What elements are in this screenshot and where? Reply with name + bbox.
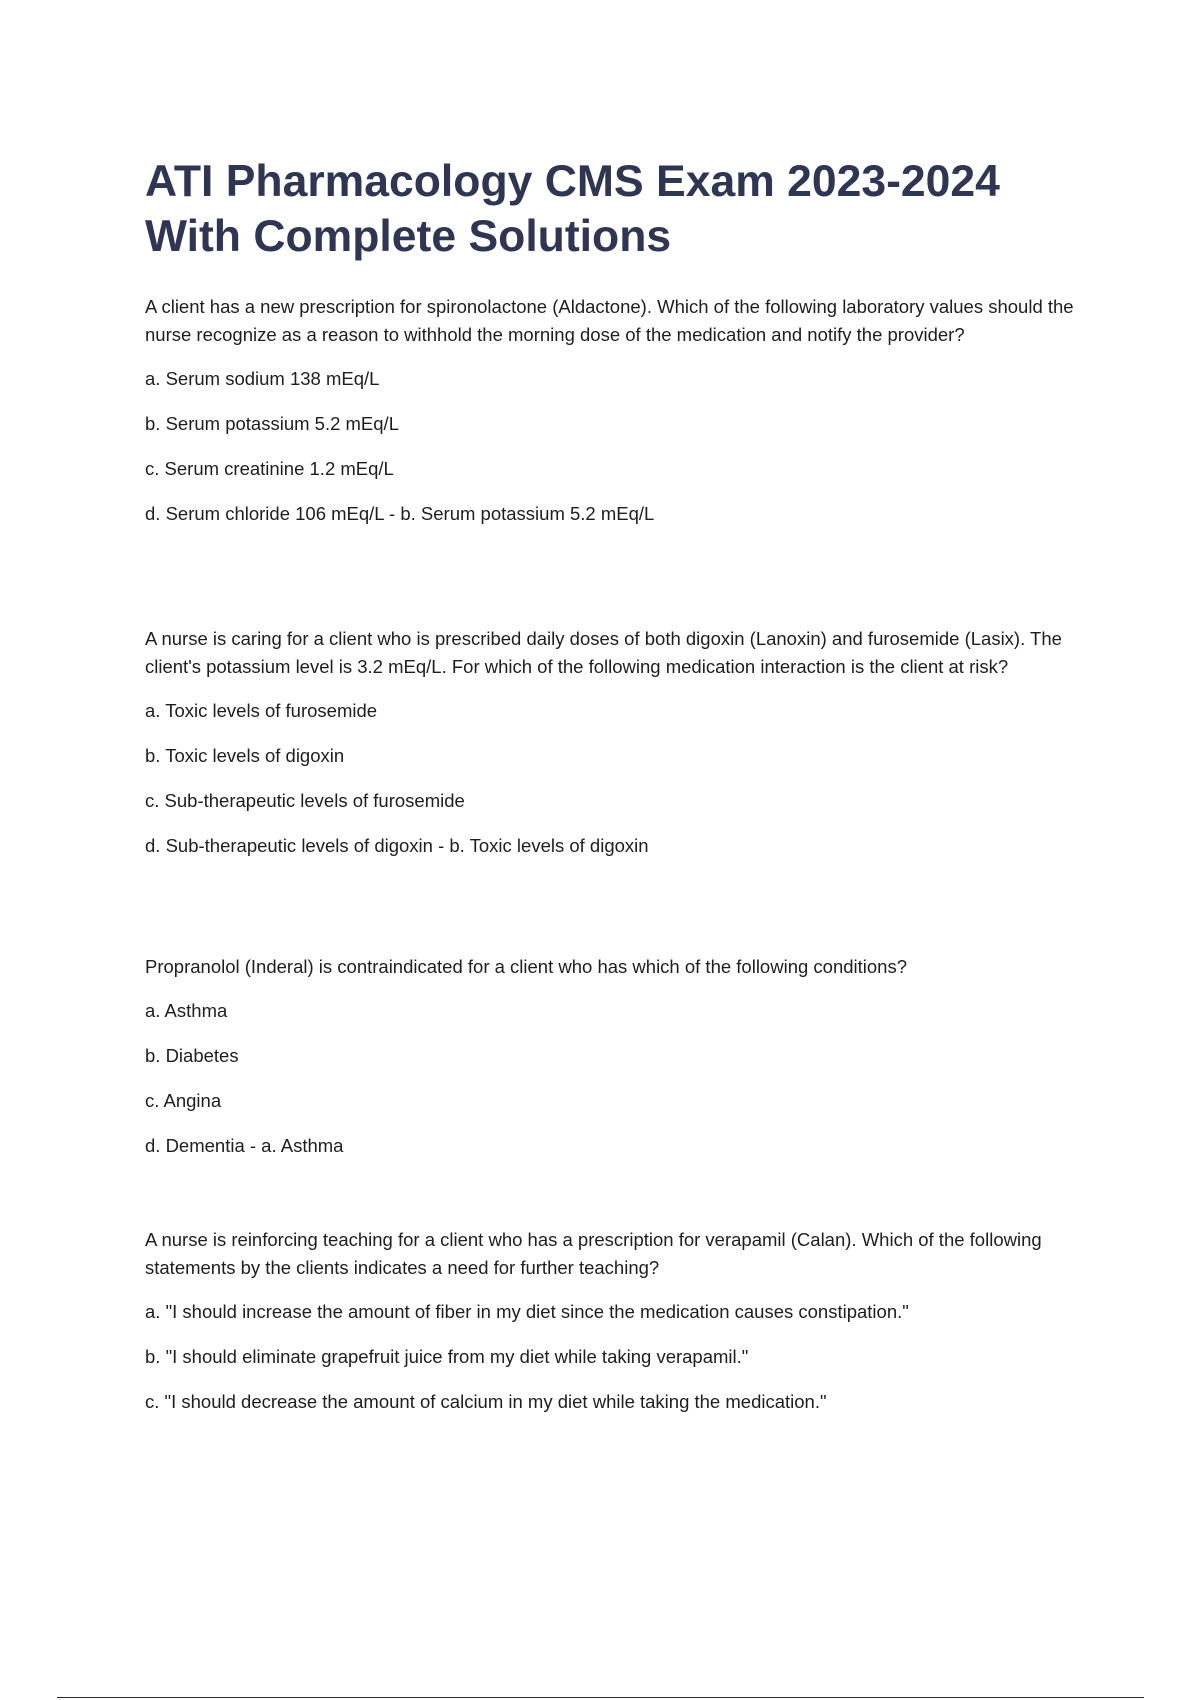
answer-option-a: a. Asthma: [145, 1000, 228, 1021]
question-1: [145, 293, 1095, 526]
question-stem: A nurse is caring for a client who is prescribed daily doses of both digoxin (Lanoxin) and furosemide (Lasix). The client's potassium level is 3.2 mEq/L. For which of the following medication interaction is the client at risk?: [145, 628, 1062, 677]
answer-option-a: a. "I should increase the amount of fiber in my diet since the medication causes constipation.": [145, 1301, 909, 1322]
document-title: [145, 154, 1125, 264]
answer-option-c: c. Sub-therapeutic levels of furosemide: [145, 790, 465, 811]
answer-option-a: a. Toxic levels of furosemide: [145, 700, 378, 721]
answer-option-b: b. Diabetes: [145, 1045, 239, 1066]
answer-option-d-with-solution: d. Sub-therapeutic levels of digoxin - b. Toxic levels of digoxin: [145, 835, 649, 856]
answer-options: [145, 999, 1095, 1158]
answer-option-c: c. Serum creatinine 1.2 mEq/L: [145, 458, 394, 479]
answer-option-d-with-solution: d. Serum chloride 106 mEq/L - b. Serum potassium 5.2 mEq/L: [145, 503, 655, 524]
question-4: [145, 1226, 1095, 1414]
question-2: [145, 625, 1095, 858]
answer-options: [145, 699, 1095, 858]
answer-options: [145, 367, 1095, 526]
answer-option-b: b. Toxic levels of digoxin: [145, 745, 345, 766]
question-stem: A nurse is reinforcing teaching for a client who has a prescription for verapamil (Calan). Which of the following statements by the clients indicates a need for further teaching?: [145, 1229, 1042, 1278]
answer-options: [145, 1300, 1095, 1414]
question-stem: Propranolol (Inderal) is contraindicated for a client who has which of the following conditions?: [145, 956, 908, 977]
answer-option-a: a. Serum sodium 138 mEq/L: [145, 368, 380, 389]
page-bottom-divider: [57, 1697, 1144, 1698]
answer-option-b: b. Serum potassium 5.2 mEq/L: [145, 413, 399, 434]
question-stem: A client has a new prescription for spironolactone (Aldactone). Which of the following laboratory values should the nurse recognize as a reason to withhold the morning dose of the medication and notify the provider?: [145, 296, 1074, 345]
answer-option-d-with-solution: d. Dementia - a. Asthma: [145, 1135, 344, 1156]
answer-option-b: b. "I should eliminate grapefruit juice from my diet while taking verapamil.": [145, 1346, 749, 1367]
answer-option-c: c. Angina: [145, 1090, 222, 1111]
answer-option-c: c. "I should decrease the amount of calcium in my diet while taking the medication.": [145, 1391, 827, 1412]
question-3: [145, 953, 1095, 1158]
document-title-line-2: With Complete Solutions: [145, 212, 672, 261]
document-title-line-1: ATI Pharmacology CMS Exam 2023-2024: [145, 157, 1000, 206]
